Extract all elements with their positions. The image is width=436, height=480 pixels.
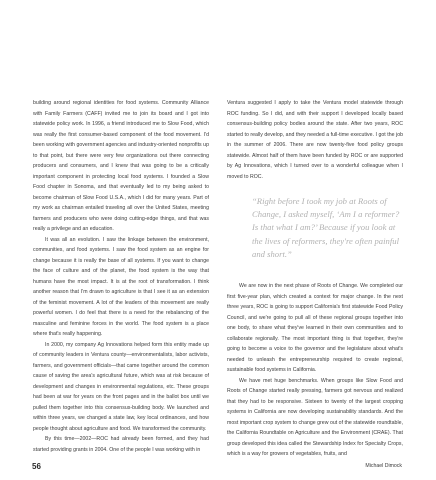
body-paragraph: In 2000, my company Ag Innovations helped form this entity made up of community leaders in Ventura county—environmentalists, labor activists, farmers, and government officials—that came together around the common cause of saving the area's agricultural future, which was at risk because of development and changes in environmental regulations, etc. These groups had been at war for years on the front pages and in the ballot box until we pulled them together into this consensus-building body. We launched and within three years, we changed a state law, key local ordinances, and how people thought about agriculture and food. We transformed the community. bbox=[33, 341, 209, 432]
body-paragraph: We have met huge benchmarks. When groups like Slow Food and Roots of Change started really pressing, farmers got nervous and realized that they had to be responsive. Sixteen to twenty of the largest cropping systems in California are now developing sustainability standards. And the most important crop system to change grew out of the statewide roundtable, the California Roundtable on Agriculture and the Environment (CRAE). That group developed this idea called the Stewardship Index for Specialty Crops, which is a way for growers of vegetables, fruits, and bbox=[227, 377, 403, 458]
right-text-column bbox=[227, 98, 403, 460]
page-number: 56 bbox=[32, 462, 41, 471]
body-paragraph: Ventura suggested I apply to take the Ventura model statewide through ROC funding. So I did, and with their support I developed locally based consensus-building policy bodies around the state. After two years, ROC started to really develop, and they needed a full-time executive. I got the job in the summer of 2006. There are now twenty-five food policy groups statewide. Almost half of them have been funded by ROC or are supported by Ag Innovations, which I turned over to a wonderful colleague when I moved to ROC. bbox=[227, 100, 403, 180]
footer-author-name: Michael Dimock bbox=[365, 463, 402, 469]
body-paragraph: We are now in the next phase of Roots of Change. We completed our first five-year plan, which created a context for major change. In the next three years, ROC is going to support California's first statewide Food Policy Council, and we're going to pull all of these regional groups together into one body, to share what they've learned in their own communities and to collaborate regionally. The most important thing is that together, they're going to become a voice to the governor and the legislature about what's needed to unleash the entrepreneurship required to create regional, sustainable food systems in California. bbox=[227, 283, 403, 374]
body-paragraph: By this time—2002—ROC had already been formed, and they had started providing grants in 2004. One of the people I was working with in bbox=[33, 436, 209, 453]
body-paragraph: It was all an evolution. I saw the linkage between the environment, communities, and food systems. I saw the food system as an engine for change because it is really the base of all systems. If you want to change the face of culture and of the planet, the food system is the way that humans have the most impact. It is at the root of transformation. I think another reason that I'm drawn to agriculture is that I see it as an extension of the feminist movement. A lot of the leaders of this movement are really powerful women. I do feel that there is a need for the rebalancing of the masculine and feminine forces in the world. The food system is a place where that's really happening. bbox=[33, 236, 209, 337]
left-text-column bbox=[33, 98, 209, 455]
body-paragraph: building around regional identities for food systems. Community Alliance with Family Farmers (CAFF) invited me to join its board and I got into statewide policy work. In 1996, a friend introduced me to Slow Food, which was really the first consumer-based component of the food movement. I'd been working with government agencies and industry-oriented nonprofits up to that point, but there were very few organizations out there connecting producers and consumers, and I knew that was going to be a critically important component in protecting local food systems. I founded a Slow Food chapter in Sonoma, and that eventually led to my being asked to become chairman of Slow Food U.S.A., which I did for many years. Part of my work as chairman entailed traveling all over the United States, meeting farmers and producers who were doing cutting-edge things, and that was really a privilege and an education. bbox=[33, 100, 209, 232]
pull-quote: “Right before I took my job at Roots of Change, I asked myself, ‘Am I a reformer? Is that what I am?’ Because if you look at the lives of reformers, they're often painful and short.” bbox=[252, 196, 400, 259]
